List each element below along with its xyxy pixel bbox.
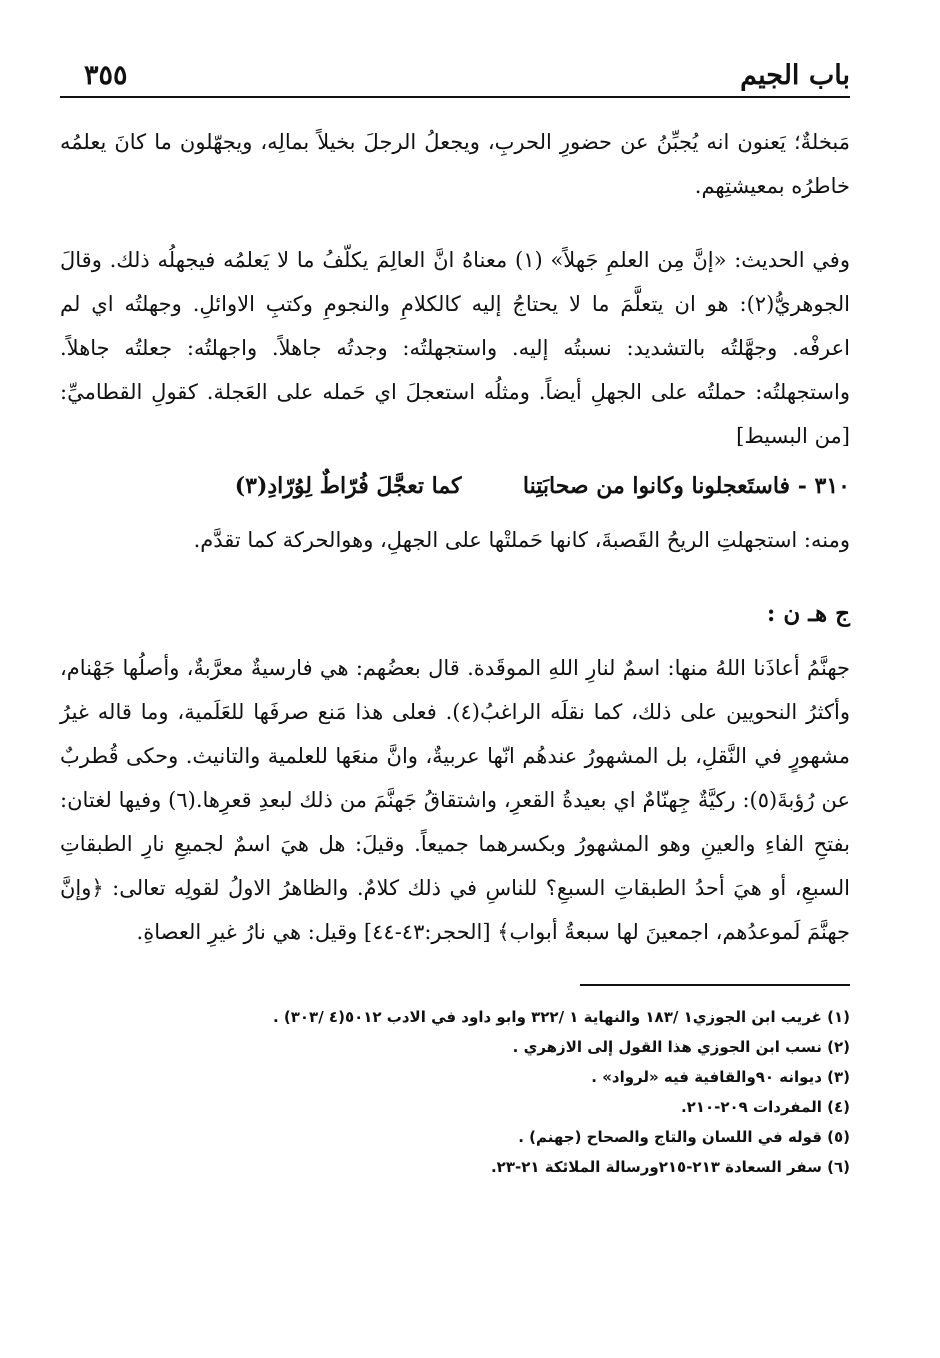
footnote: (٤) المفردات ٢٠٩-٢١٠. <box>680 1098 850 1116</box>
footnote: (٢) نسب ابن الجوزي هذا القول إلى الازهري . <box>512 1038 850 1056</box>
verse-hemistich-second: كما تعجَّلَ فُرّاطٌ لِوُرّادِ(٣) <box>234 473 462 499</box>
document-page <box>60 56 850 1326</box>
poetry-verse <box>60 464 850 508</box>
paragraph: مَبخلةٌ؛ يَعنون انه يُجبِّنُ عن حضورِ الحربِ، ويجعلُ الرجلَ بخيلاً بمالِه، ويجهّلون ما كانَ يعلمُه خاطرُه بمعيشتِهم. <box>60 130 850 198</box>
page-header <box>60 56 850 98</box>
paragraph: جهنَّمُ أعاذَنا اللهُ منها: اسمٌ لنارِ اللهِ الموقَدة. قال بعضُهم: هي فارسيةٌ معرَّبةٌ، وأصلُها جَهْنام، وأكثرُ النحويين على ذلك، كما نقلَه الراغبُ(٤). فعلى هذا مَنع صرفَها للعَلَمية، وما قاله غيرُ مشهورٍ في النَّقلِ، بل المشهورُ عندهُم انّها عربيةٌ، وانَّ منعَها للعلمية والتانيث. وحكى قُطربٌ عن رُؤبةَ(٥): ركيَّةٌ جِهنّامٌ اي بعيدةُ القعرِ، واشتقاقُ جَهنَّمَ من ذلك لبعدِ قعرِها.(٦) وفيها لغتان: بفتحِ الفاءِ والعينِ وهو المشهورُ وبكسرهما جميعاً. وقيلَ: هل هيَ اسمٌ لجميعِ نارِ الطبقاتِ السبعِ، أو هيَ أحدُ الطبقاتِ السبعِ؟ للناسِ في ذلك كلامٌ. والظاهرُ الاولُ لقولِه تعالى: ﴿وإنَّ جهنَّمَ لَموعدُهم، اجمعينَ لها سبعةُ أبواب﴾ [الحجر:٤٣-٤٤] وقيل: هي نارُ غيرِ العصاةِ. <box>60 656 850 944</box>
footnote: (١) غريب ابن الجوزي١ /١٨٣ والنهاية ١ /٣٢٢ وابو داود في الادب ٥٠١٢(٤ /٣٠٣) . <box>272 1008 850 1026</box>
footnote: (٦) سفر السعادة ٢١٣-٢١٥ورسالة الملائكة ٢١-٢٣. <box>490 1158 850 1176</box>
footnotes <box>60 1002 850 1182</box>
paragraph: ومنه: استجهلتِ الريحُ القَصبةَ، كانها حَملتْها على الجهلِ، وهوالحركة كما تقدَّم. <box>193 528 850 552</box>
verse-hemistich-first: فاستَعجلونا وكانوا من صحابَتِنا <box>522 473 791 499</box>
paragraph: وفي الحديث: «إنَّ مِن العلمِ جَهلاً» (١) معناهُ انَّ العالِمَ يكلّفُ ما لا يَعلمُه فيجهلُه ذلك. وقالَ الجوهريُّ(٢): هو ان يتعلَّمَ ما لا يحتاجُ إليه كالكلامِ والنجومِ وكتبِ الاوائلِ. وجهلتُه اي لم اعرفْه. وجهَّلتُه بالتشديد: نسبتُه إليه. واستجهلتُه: وجدتُه جاهلاً. واجهلتُه: جعلتُه جاهلاً. واستجهلتُه: حملتُه على الجهلِ أيضاً. ومثلُه استعجلَ اي حَمله على العَجلة. كقولِ القطاميِّ: [من البسيط] <box>60 248 850 448</box>
footnote-divider <box>580 984 850 986</box>
entry-heading: ج هـ ن : <box>766 600 850 627</box>
footnote: (٥) قوله في اللسان والتاج والصحاح (جهنم) . <box>518 1128 850 1146</box>
chapter-title: باب الجيم <box>740 60 850 91</box>
page-number: ٣٥٥ <box>84 60 128 91</box>
footnote: (٣) ديوانه ٩٠والقافية فيه «لرواد» . <box>591 1068 850 1086</box>
verse-number: ٣١٠ - <box>797 473 850 499</box>
main-text <box>60 120 850 954</box>
